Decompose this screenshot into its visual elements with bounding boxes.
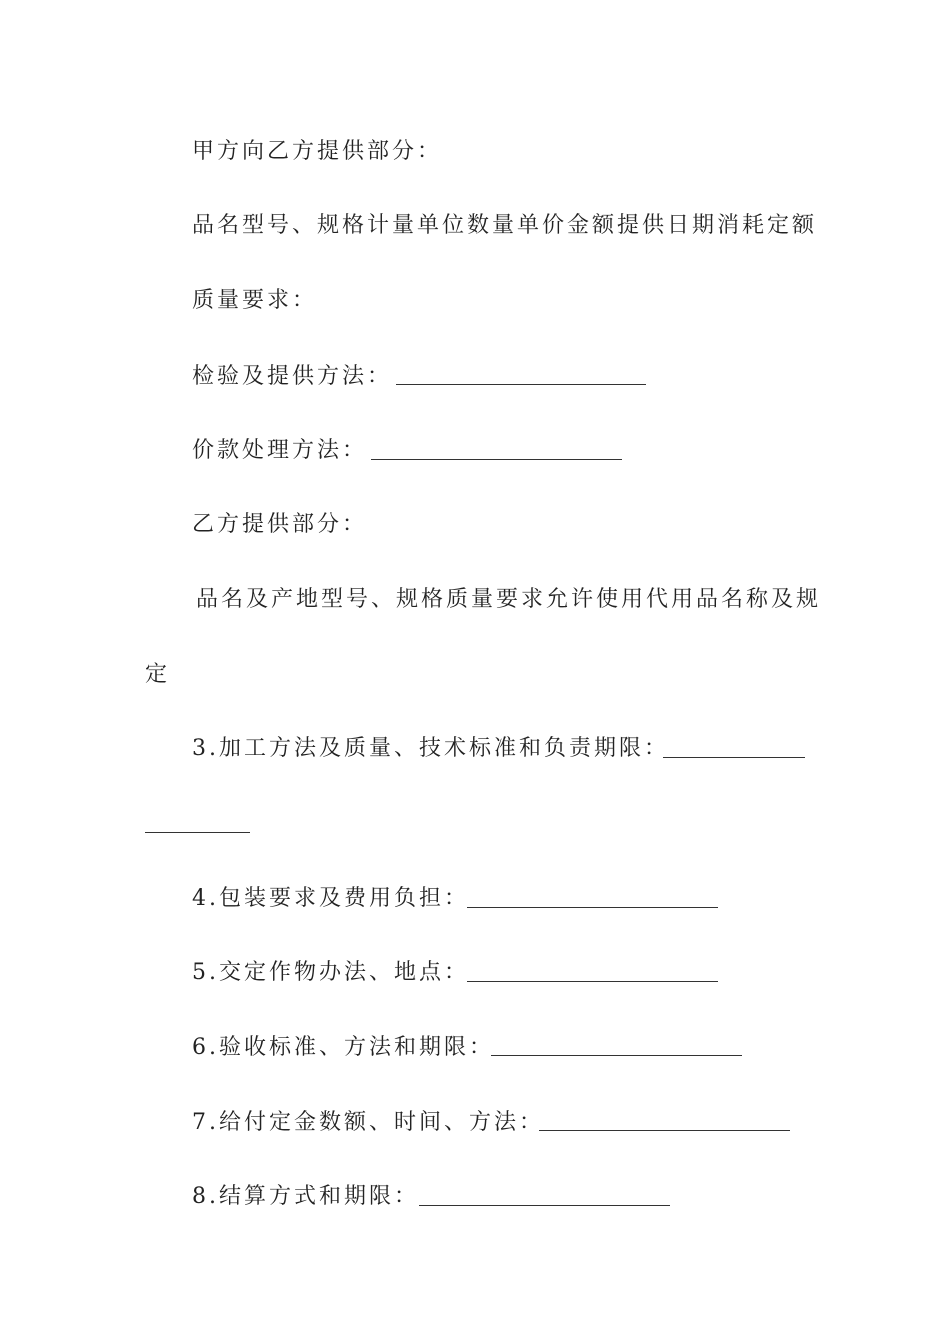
clause-3-blank[interactable] [663,757,805,758]
clause-8-blank[interactable] [419,1205,670,1206]
text-line-party-b-supply: 乙方提供部分： [192,512,368,537]
text-line-payment-method: 价款处理方法： [192,438,368,463]
text-line-clause-4: 4.包装要求及费用负担： [192,886,469,911]
text-line-clause-7: 7.给付定金数额、时间、方法： [192,1110,544,1135]
clause-7-blank[interactable] [539,1130,790,1131]
text-line-item-origin-columns-cont: 定 [145,662,171,687]
text-line-clause-5: 5.交定作物办法、地点： [192,960,469,985]
clause-6-blank[interactable] [491,1055,742,1056]
payment-method-blank[interactable] [371,459,622,460]
clause-4-blank[interactable] [467,907,718,908]
inspection-method-blank[interactable] [396,384,646,385]
text-line-item-columns: 品名型号、规格计量单位数量单价金额提供日期消耗定额 [192,213,818,238]
text-line-party-a-supply: 甲方向乙方提供部分： [192,139,443,164]
text-line-item-origin-columns: 品名及产地型号、规格质量要求允许使用代用品名称及规 [196,587,822,612]
text-line-clause-8: 8.结算方式和期限： [192,1184,419,1209]
text-line-inspection-method: 检验及提供方法： [192,364,393,389]
clause-5-blank[interactable] [467,981,718,982]
clause-3-blank-continued[interactable] [145,832,250,833]
text-line-clause-6: 6.验收标准、方法和期限： [192,1035,494,1060]
text-line-quality-requirements: 质量要求： [192,288,318,313]
text-line-clause-3: 3.加工方法及质量、技术标准和负责期限： [192,736,669,761]
